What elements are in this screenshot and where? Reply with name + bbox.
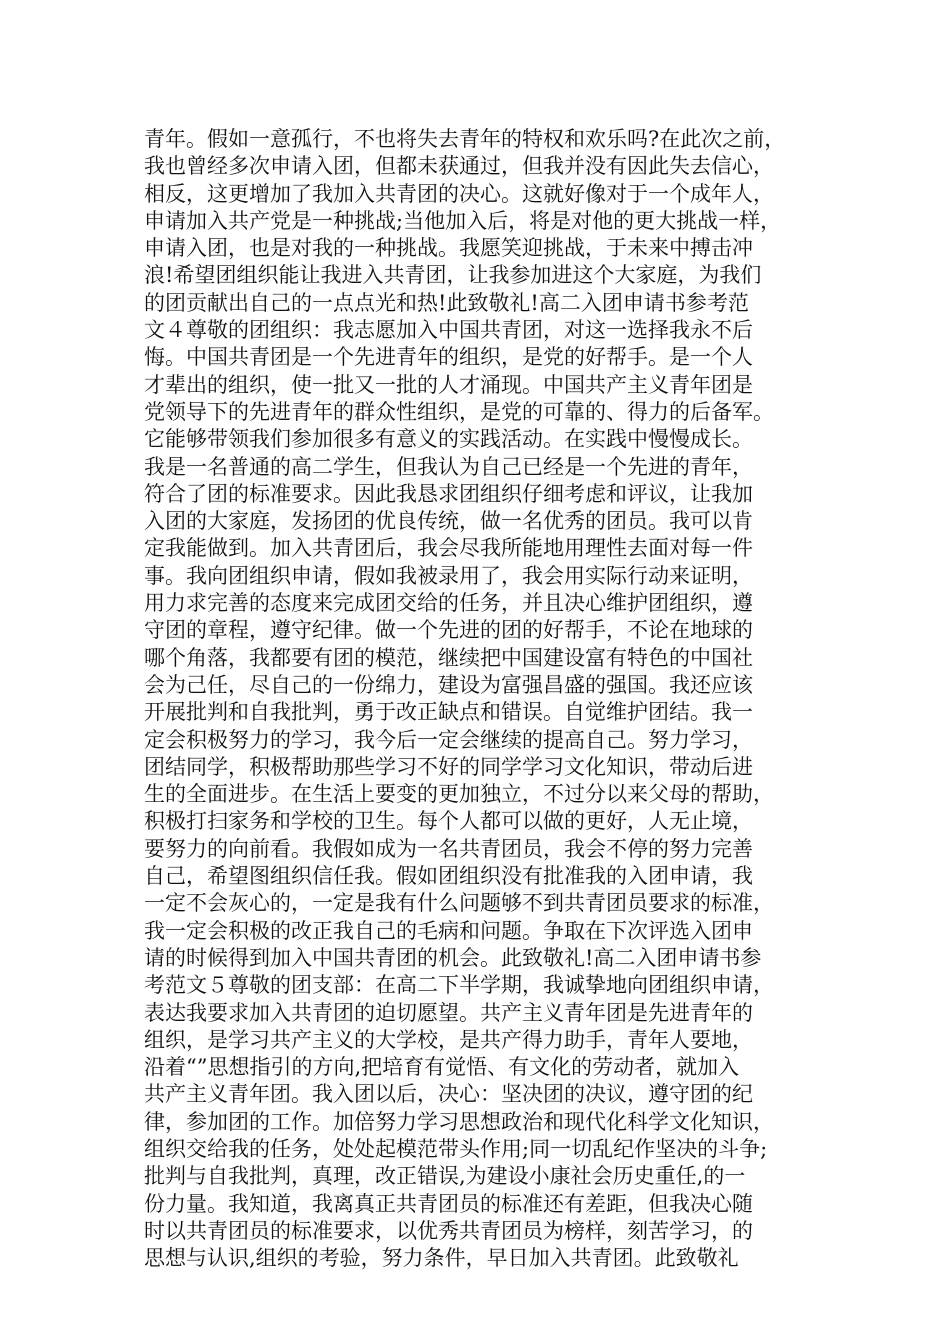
text-line: 共产主义青年团。我入团以后，决心：坚决团的决议，遵守团的纪	[144, 1082, 753, 1107]
text-line: 用力求完善的态度来完成团交给的任务，并且决心维护团组织，遵	[144, 591, 753, 616]
text-line: 事。我向团组织申请，假如我被录用了，我会用实际行动来证明，	[144, 563, 753, 588]
text-line: 党领导下的先进青年的群众性组织，是党的可靠的、得力的后备军。	[144, 399, 774, 424]
text-line: 青年。假如一意孤行，不也将失去青年的特权和欢乐吗?在此次之前，	[144, 127, 786, 151]
text-line: 会为己任，尽自己的一份绵力，建设为富强昌盛的强国。我还应该	[144, 672, 753, 697]
text-line: 守团的章程，遵守纪律。做一个先进的团的好帮手，不论在地球的	[144, 618, 753, 643]
text-line: 律，参加团的工作。加倍努力学习思想政治和现代化科学文化知识，	[144, 1109, 774, 1134]
text-line: 积极打扫家务和学校的卫生。每个人都可以做的更好，人无止境，	[144, 809, 753, 834]
text-line: 一定不会灰心的，一定是我有什么问题够不到共青团员要求的标准，	[144, 891, 774, 916]
text-line: 定会积极努力的学习，我今后一定会继续的提高自己。努力学习，	[144, 727, 753, 752]
text-line: 批判与自我批判，真理，改正错误,为建设小康社会历史重任,的一	[144, 1164, 746, 1189]
text-line: 要努力的向前看。我假如成为一名共青团员，我会不停的努力完善	[144, 836, 753, 861]
text-line: 我一定会积极的改正我自己的毛病和问题。争取在下次评选入团申	[144, 918, 753, 943]
text-line: 份力量。我知道，我离真正共青团员的标准还有差距，但我决心随	[144, 1191, 753, 1216]
text-line: 组织，是学习共产主义的大学校，是共产得力助手，青年人要地，	[144, 1027, 753, 1052]
text-line: 沿着“”思想指引的方向,把培育有觉悟、有文化的劳动者，就加入	[144, 1055, 740, 1080]
text-line: 我是一名普通的高二学生，但我认为自己已经是一个先进的青年，	[144, 454, 753, 479]
text-line: 申请入团，也是对我的一种挑战。我愿笑迎挑战，于未来中搏击冲	[144, 236, 753, 261]
text-line: 团结同学，积极帮助那些学习不好的同学学习文化知识，带动后进	[144, 754, 753, 779]
text-line: 哪个角落，我都要有团的模范，继续把中国建设富有特色的中国社	[144, 645, 753, 670]
text-line: 它能够带领我们参加很多有意义的实践活动。在实践中慢慢成长。	[144, 427, 753, 452]
body-text	[144, 126, 844, 1272]
text-line: 才辈出的组织，使一批又一批的人才涌现。中国共产主义青年团是	[144, 372, 753, 397]
text-line: 相反，这更增加了我加入共青团的决心。这就好像对于一个成年人，	[144, 181, 774, 206]
text-line: 思想与认识,组织的考验，努力条件，早日加入共青团。此致敬礼	[144, 1246, 739, 1271]
text-line: 符合了团的标准要求。因此我恳求团组织仔细考虑和评议，让我加	[144, 481, 753, 506]
text-line: 悔。中国共青团是一个先进青年的组织，是党的好帮手。是一个人	[144, 345, 753, 370]
text-line: 考范文５尊敬的团支部：在高二下半学期，我诚挚地向团组织申请，	[144, 973, 774, 998]
text-line: 浪!希望团组织能让我进入共青团，让我参加进这个大家庭，为我们	[144, 263, 762, 288]
text-line: 时以共青团员的标准要求，以优秀共青团员为榜样，刻苦学习，的	[144, 1218, 753, 1243]
text-line: 定我能做到。加入共青团后，我会尽我所能地用理性去面对每一件	[144, 536, 753, 561]
text-line: 文４尊敬的团组织：我志愿加入中国共青团，对这一选择我永不后	[144, 318, 753, 343]
text-line: 请的时候得到加入中国共青团的机会。此致敬礼!高二入团申请书参	[144, 945, 762, 970]
text-line: 表达我要求加入共青团的迫切愿望。共产主义青年团是先进青年的	[144, 1000, 753, 1025]
text-line: 我也曾经多次申请入团，但都未获通过，但我并没有因此失去信心，	[144, 154, 774, 179]
text-line: 组织交给我的任务，处处起模范带头作用;同一切乱纪作坚决的斗争;	[144, 1136, 768, 1161]
text-line: 申请加入共产党是一种挑战;当他加入后，将是对他的更大挑战一样，	[144, 208, 782, 233]
text-line: 自己，希望图组织信任我。假如团组织没有批准我的入团申请，我	[144, 864, 753, 889]
text-line: 的团贡献出自己的一点点光和热!此致敬礼!高二入团申请书参考范	[144, 290, 749, 315]
text-line: 开展批判和自我批判，勇于改正缺点和错误。自觉维护团结。我一	[144, 700, 753, 725]
text-line: 入团的大家庭，发扬团的优良传统，做一名优秀的团员。我可以肯	[144, 509, 753, 534]
text-line: 生的全面进步。在生活上要变的更加独立，不过分以来父母的帮助，	[144, 782, 774, 807]
